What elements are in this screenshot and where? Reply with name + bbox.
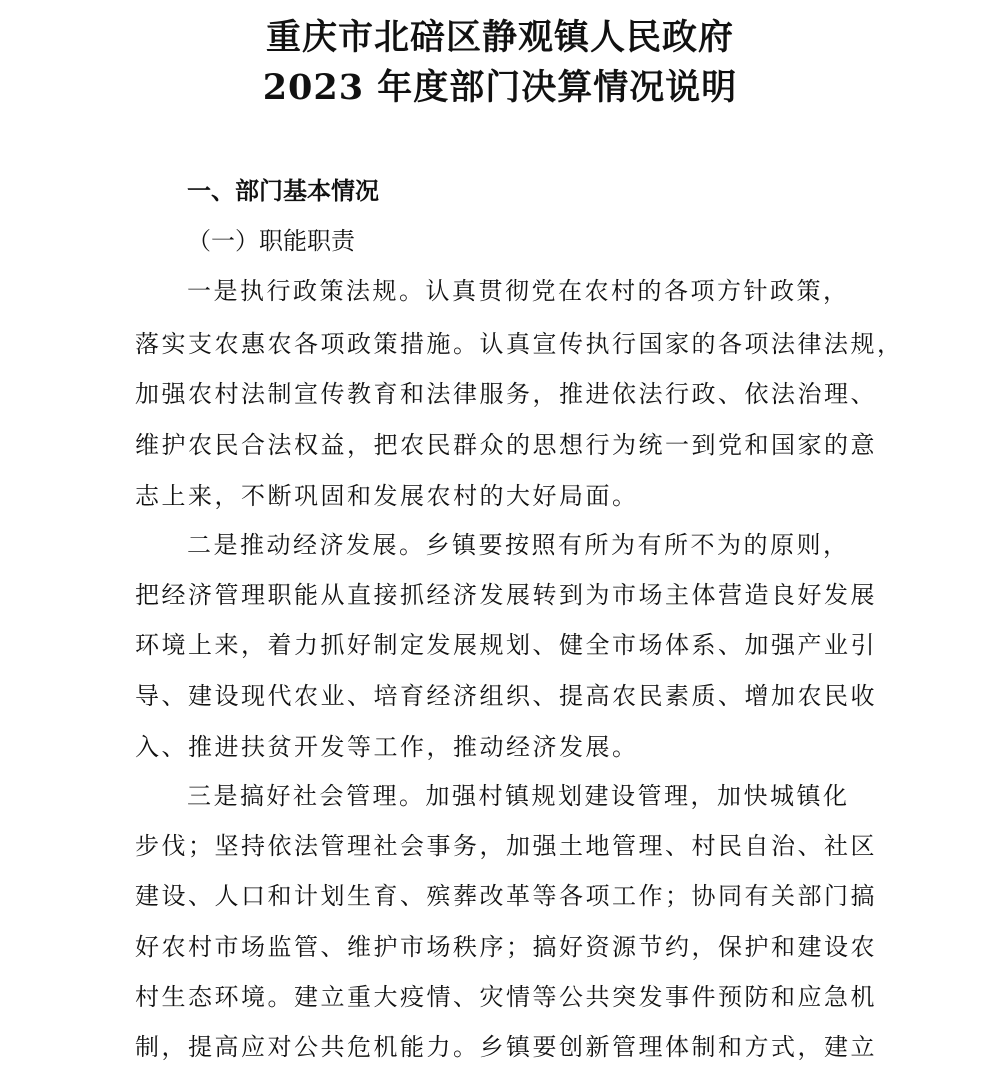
paragraph-2-line-5: 入、推进扶贫开发等工作，推动经济发展。 — [135, 733, 639, 761]
paragraph-3-line-4: 好农村市场监管、维护市场秩序；搞好资源节约，保护和建设农 — [135, 933, 877, 961]
section-heading-basic-info: 一、部门基本情况 — [187, 177, 379, 205]
paragraph-1-line-1: 一是执行政策法规。认真贯彻党在农村的各项方针政策， — [187, 277, 850, 305]
document-title-line-1: 重庆市北碚区静观镇人民政府 — [265, 17, 734, 58]
subsection-heading-functions: （一）职能职责 — [187, 227, 355, 255]
paragraph-1-line-3: 加强农村法制宣传教育和法律服务，推进依法行政、依法治理、 — [135, 380, 877, 408]
paragraph-2-line-4: 导、建设现代农业、培育经济组织、提高农民素质、增加农民收 — [135, 682, 877, 710]
paragraph-3-line-5: 村生态环境。建立重大疫情、灾情等公共突发事件预防和应急机 — [135, 983, 877, 1011]
paragraph-1-line-5: 志上来，不断巩固和发展农村的大好局面。 — [135, 482, 639, 510]
paragraph-3-line-1: 三是搞好社会管理。加强村镇规划建设管理，加快城镇化 — [187, 782, 850, 810]
document-title-line-2: 2023 年度部门决算情况说明 — [262, 67, 738, 108]
paragraph-1-line-2: 落实支农惠农各项政策措施。认真宣传执行国家的各项法律法规， — [135, 330, 904, 358]
paragraph-3-line-6: 制，提高应对公共危机能力。乡镇要创新管理体制和方式，建立 — [135, 1033, 877, 1061]
paragraph-1-line-4: 维护农民合法权益，把农民群众的思想行为统一到党和国家的意 — [135, 431, 877, 459]
paragraph-3-line-3: 建设、人口和计划生育、殡葬改革等各项工作；协同有关部门搞 — [135, 882, 877, 910]
paragraph-3-line-2: 步伐；坚持依法管理社会事务，加强土地管理、村民自治、社区 — [135, 832, 877, 860]
paragraph-2-line-2: 把经济管理职能从直接抓经济发展转到为市场主体营造良好发展 — [135, 581, 877, 609]
paragraph-2-line-1: 二是推动经济发展。乡镇要按照有所为有所不为的原则， — [187, 531, 850, 559]
paragraph-2-line-3: 环境上来，着力抓好制定发展规划、健全市场体系、加强产业引 — [135, 631, 877, 659]
